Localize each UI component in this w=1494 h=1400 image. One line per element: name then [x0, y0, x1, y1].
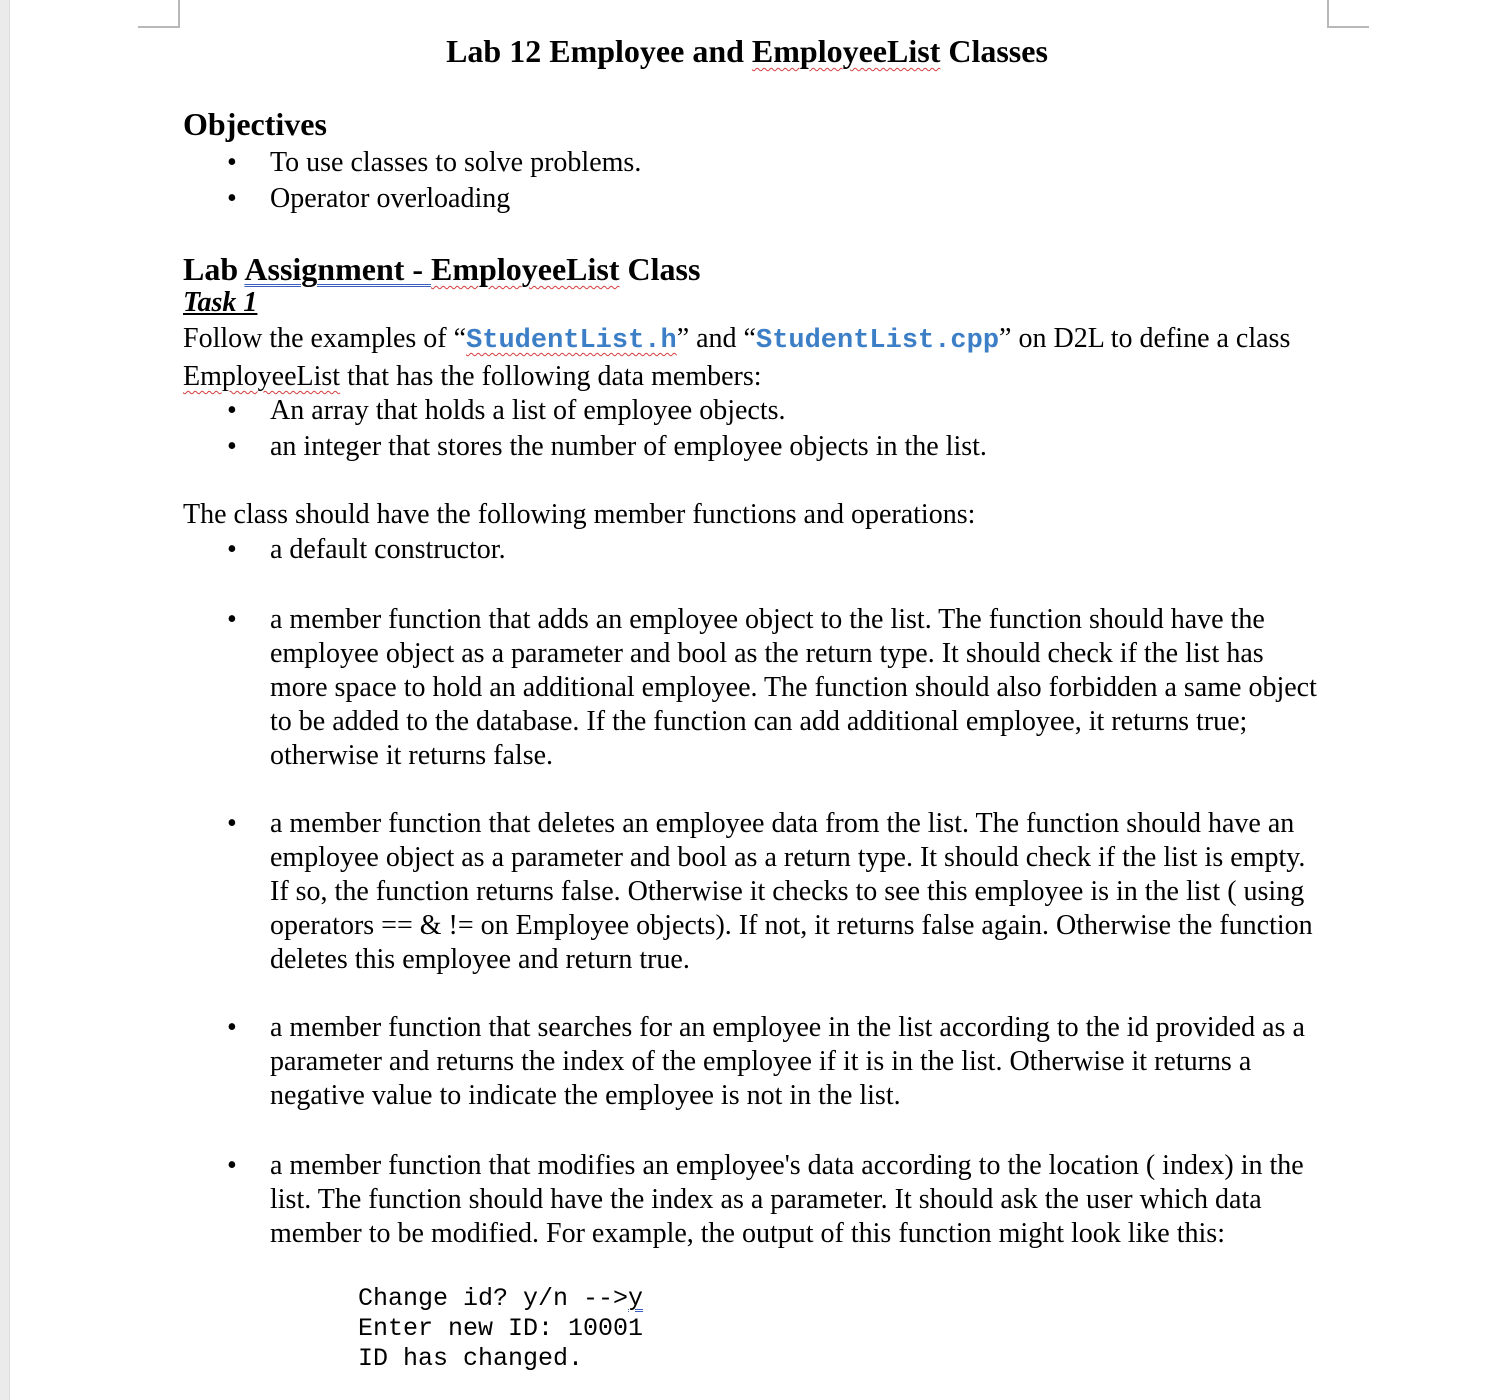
example-output-code: [358, 1284, 643, 1374]
functions-list-delete: [183, 807, 1323, 977]
code-line-change-id: Change id? y/n -->y: [358, 1284, 644, 1313]
functions-list-add: [183, 603, 1323, 773]
window-left-edge: [0, 0, 10, 1400]
objectives-list: [183, 145, 1323, 217]
function-item-delete: • a member function that deletes an employee data from the list. The function should have an employee object as a parameter and bool as a return type. It should check if the list is empty. If so, the function returns false. Otherwise it checks to see this employee is in the list ( using operators == & != on Employee objects). If not, it returns false again. Otherwise the function deletes this employee and return true.: [227, 808, 1313, 975]
lab-assignment-heading: Lab Assignment - EmployeeList Class: [183, 251, 701, 287]
function-item-add: • a member function that adds an employee object to the list. The function should have the employee object as a parameter and bool as the return type. It should check if the list has more space to hold an additional employee. The function should also forbidden a same object to be added to the database. If the function can add additional employee, it returns true; otherwise it returns false.: [227, 604, 1317, 771]
data-members-list: [183, 393, 1323, 465]
margin-corner-mark-left-vertical: [178, 0, 180, 28]
function-item-constructor: • a default constructor.: [227, 534, 506, 565]
margin-corner-mark-right-vertical: [1327, 0, 1329, 28]
data-member-item: • An array that holds a list of employee objects.: [227, 395, 786, 426]
objective-item: • Operator overloading: [227, 183, 511, 214]
margin-corner-mark-right: [1327, 26, 1369, 28]
document-title: Lab 12 Employee and EmployeeList Classes: [446, 33, 1048, 69]
objectives-heading: Objectives: [183, 106, 327, 142]
code-line-id-changed: ID has changed.: [358, 1344, 584, 1373]
margin-corner-mark-left: [138, 26, 180, 28]
task-heading: Task 1: [183, 287, 258, 318]
objective-item: • To use classes to solve problems.: [227, 147, 642, 178]
functions-list-search: [183, 1011, 1323, 1113]
code-line-enter-id: Enter new ID: 10001: [358, 1314, 644, 1343]
functions-intro-paragraph: The class should have the following member functions and operations:: [183, 499, 976, 530]
function-item-search: • a member function that searches for an employee in the list according to the id provided as a parameter and returns the index of the employee if it is in the list. Otherwise it returns a negative value to indicate the employee is not in the list.: [227, 1012, 1305, 1111]
task-intro-paragraph: Follow the examples of “StudentList.h” and “StudentList.cpp” on D2L to define a class EmployeeList that has the following data members:: [183, 323, 1291, 392]
data-member-item: • an integer that stores the number of employee objects in the list.: [227, 431, 987, 462]
function-item-modify: • a member function that modifies an employee's data according to the location ( index) in the list. The function should have the index as a parameter. It should ask the user which data member to be modified. For example, the output of this function might look like this:: [227, 1150, 1304, 1249]
functions-list-modify: [183, 1149, 1323, 1251]
functions-list: [183, 533, 1323, 567]
